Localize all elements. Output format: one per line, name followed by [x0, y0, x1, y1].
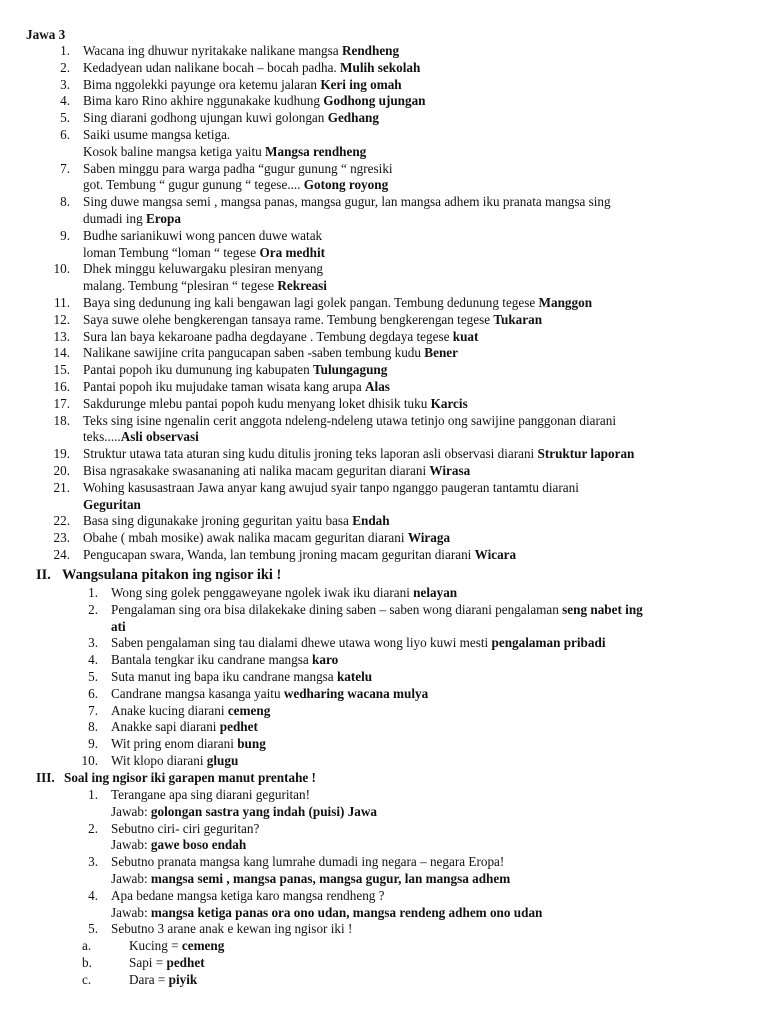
item-text — [83, 144, 748, 161]
item-number: 6. — [60, 127, 70, 142]
subitem-question-text: Sapi = — [129, 955, 167, 970]
item-question-text: Budhe sarianikuwi wong pancen duwe watak — [83, 227, 323, 243]
item-text — [111, 585, 748, 602]
item-number: 23. — [53, 530, 70, 546]
item-answer-text: glugu — [206, 753, 239, 768]
item-text — [111, 669, 748, 686]
item-question-text: Pantai popoh iku mujudake taman wisata kang arupa — [83, 379, 365, 394]
item-text — [83, 530, 748, 547]
item-text — [83, 362, 748, 379]
item-answer-text: wedharing wacana mulya — [283, 685, 429, 701]
item-text — [83, 43, 748, 60]
item-question-text: Nalikane sawijine crita pangucapan saben -saben tembung kudu — [83, 345, 425, 361]
item-text — [83, 413, 748, 430]
item-number: 3. — [88, 854, 98, 870]
item-question-text: Wit pring enom diarani — [111, 736, 238, 752]
item-question-text: Basa sing digunakake jroning geguritan yaitu basa — [83, 513, 353, 529]
item-answer-text: Wiraga — [407, 530, 451, 546]
item-text — [83, 345, 748, 362]
item-answer-text: Eropa — [146, 211, 181, 226]
item-number: 10. — [81, 753, 98, 768]
item-question-text: Kosok baline mangsa ketiga yaitu — [83, 143, 266, 159]
section2-title: Wangsulana pitakon ing ngisor iki ! — [62, 567, 282, 583]
item-question-text: loman Tembung “loman “ tegese — [83, 244, 260, 260]
item-text — [83, 60, 748, 77]
item-text — [111, 686, 748, 703]
item-number: 10. — [53, 261, 70, 277]
item-answer-text: bung — [237, 736, 266, 752]
subitem-answer-text: piyik — [168, 971, 198, 987]
item-text — [83, 177, 748, 194]
item-text — [83, 278, 748, 295]
item-number: 18. — [53, 412, 70, 428]
item-text — [111, 921, 748, 938]
item-answer-text: pedhet — [219, 719, 258, 735]
item-question-text: Saya suwe olehe bengkerengan tansaya rame. Tembung bengkerengan tegese — [83, 311, 494, 327]
item-question-text: Terangane apa sing diarani geguritan! — [111, 787, 310, 802]
item-answer-text: Godhong ujungan — [323, 93, 426, 109]
item-text — [83, 77, 748, 94]
section3-roman-numeral: III. — [36, 770, 55, 785]
item-question-text: Sebutno ciri- ciri geguritan? — [111, 820, 260, 836]
item-answer-text: Endah — [352, 513, 390, 529]
item-text — [83, 161, 748, 178]
subitem-question-text: Dara = — [129, 971, 169, 987]
item-question-text: Anakke sapi diarani — [111, 719, 220, 735]
item-text — [83, 480, 748, 497]
subitem-text — [129, 972, 748, 989]
item-question-text: Wacana ing dhuwur nyritakake nalikane mangsa — [83, 43, 342, 58]
item-answer-text: gawe boso endah — [150, 837, 247, 853]
item-number: 3. — [60, 76, 70, 92]
item-question-text: Wohing kasusastraan Jawa anyar kang awujud syair tanpo nganggo paugeran tantamtu diarani — [83, 479, 579, 495]
document-title: Jawa 3 — [26, 27, 66, 42]
item-number: 2. — [60, 59, 70, 75]
item-text — [111, 736, 748, 753]
item-answer-text: Tukaran — [493, 311, 543, 327]
item-text — [83, 379, 748, 396]
item-text — [83, 245, 748, 262]
item-number: 15. — [53, 362, 70, 378]
item-answer-text: Alas — [365, 379, 390, 394]
item-text — [83, 547, 748, 564]
item-question-text: Apa bedane mangsa ketiga karo mangsa rendheng ? — [111, 887, 385, 903]
item-answer-text: mangsa semi , mangsa panas, mangsa gugur, lan mangsa adhem — [150, 871, 511, 886]
section2-roman-numeral: II. — [36, 567, 51, 583]
item-text — [111, 753, 748, 770]
item-text — [111, 837, 748, 854]
item-number: 16. — [53, 379, 70, 394]
item-number: 1. — [88, 787, 98, 802]
item-answer-text: Mangsa rendheng — [265, 143, 367, 159]
item-text — [111, 635, 748, 652]
item-answer-text: Mulih sekolah — [340, 59, 421, 75]
item-question-text: Pengalaman sing ora bisa dilakekake dining saben – saben wong diarani pengalaman — [111, 601, 563, 617]
item-question-text: Sing duwe mangsa semi , mangsa panas, mangsa gugur, lan mangsa adhem iku pranata mangsa sing — [83, 194, 611, 210]
item-question-text: dumadi ing — [83, 211, 147, 226]
item-text — [83, 228, 748, 245]
item-question-text: Suta manut ing bapa iku candrane mangsa — [111, 669, 337, 684]
item-text — [83, 329, 748, 346]
item-number: 8. — [88, 719, 98, 735]
item-text — [83, 211, 748, 228]
item-text — [83, 513, 748, 530]
item-question-text: Anake kucing diarani — [111, 702, 228, 718]
item-number: 14. — [53, 345, 70, 361]
item-number: 2. — [88, 820, 98, 836]
item-text — [83, 396, 748, 413]
item-answer-text: seng nabet ing — [562, 601, 643, 617]
item-answer-text: mangsa ketiga panas ora ono udan, mangsa rendeng adhem ono udan — [150, 904, 543, 920]
item-number: 12. — [53, 311, 70, 327]
item-question-text: Candrane mangsa kasanga yaitu — [111, 685, 284, 701]
item-question-text: Baya sing dedunung ing kali bengawan lagi golek pangan. Tembung dedunung tegese — [83, 295, 539, 310]
item-text — [111, 821, 748, 838]
item-answer-text: Gedhang — [327, 110, 379, 126]
item-answer-text: Manggon — [538, 295, 593, 310]
item-text — [111, 854, 748, 871]
subitem-question-text: Kucing = — [129, 938, 182, 954]
item-text — [111, 652, 748, 669]
item-number: 17. — [53, 395, 70, 411]
item-question-text: Jawab: — [111, 803, 151, 819]
item-answer-text: Struktur laporan — [537, 446, 635, 462]
item-question-text: teks..... — [83, 429, 121, 445]
item-text — [83, 429, 748, 446]
item-question-text: Saiki usume mangsa ketiga. — [83, 127, 231, 142]
item-answer-text: Geguritan — [83, 496, 141, 512]
subitem-text — [129, 955, 748, 972]
item-number: 3. — [88, 635, 98, 651]
item-answer-text: Wicara — [474, 547, 517, 562]
item-number: 5. — [88, 669, 98, 684]
item-text — [111, 804, 748, 821]
item-answer-text: Gotong royong — [303, 177, 389, 193]
item-question-text: Kedadyean udan nalikane bocah – bocah padha. — [83, 59, 341, 75]
item-number: 4. — [60, 93, 70, 109]
item-answer-text: karo — [312, 652, 339, 668]
item-answer-text: Rendheng — [341, 43, 400, 58]
item-question-text: Bisa ngrasakake swasananing ati nalika macam geguritan diarani — [83, 463, 430, 478]
item-question-text: Obahe ( mbah mosike) awak nalika macam geguritan diarani — [83, 530, 408, 546]
item-question-text: Jawab: — [111, 871, 151, 886]
item-text — [83, 261, 748, 278]
item-text — [83, 295, 748, 312]
item-text — [83, 312, 748, 329]
item-text — [111, 905, 748, 922]
item-number: 22. — [53, 513, 70, 529]
item-question-text: Sing diarani godhong ujungan kuwi golongan — [83, 110, 328, 126]
item-text — [83, 497, 748, 514]
item-text — [83, 446, 748, 463]
subitem-text — [129, 938, 748, 955]
item-question-text: malang. Tembung “plesiran “ tegese — [83, 278, 278, 294]
item-number: 4. — [88, 652, 98, 668]
item-question-text: Saben pengalaman sing tau dialami dhewe utawa wong liyo kuwi mesti — [111, 635, 492, 651]
item-question-text: Sebutno 3 arane anak e kewan ing ngisor iki ! — [111, 921, 353, 937]
subitem-answer-text: pedhet — [166, 955, 205, 970]
item-question-text: Teks sing isine ngenalin cerit anggota ndeleng-ndeleng utawa tetinjo ong sawijine panggonan diarani — [83, 412, 617, 428]
item-question-text: Jawab: — [111, 904, 151, 920]
item-number: 8. — [60, 194, 70, 210]
item-answer-text: kuat — [452, 328, 479, 344]
item-question-text: Struktur utawa tata aturan sing kudu ditulis jroning teks laporan asli observasi diarani — [83, 446, 538, 462]
item-text — [83, 127, 748, 144]
item-question-text: Saben minggu para warga padha “gugur gunung “ ngresiki — [83, 160, 393, 176]
item-answer-text: Asli observasi — [120, 429, 199, 445]
item-answer-text: pengalaman pribadi — [491, 635, 606, 651]
item-question-text: Pengucapan swara, Wanda, lan tembung jroning macam geguritan diarani — [83, 547, 475, 562]
item-answer-text: cemeng — [227, 702, 271, 718]
item-question-text: Bantala tengkar iku candrane mangsa — [111, 652, 313, 668]
item-number: 20. — [53, 463, 70, 478]
item-number: 1. — [60, 43, 70, 58]
item-answer-text: ati — [111, 618, 126, 634]
subitem-letter: c. — [82, 971, 92, 987]
item-text — [83, 93, 748, 110]
item-number: 9. — [88, 736, 98, 752]
subitem-letter: a. — [82, 938, 92, 954]
item-question-text: Dhek minggu keluwargaku plesiran menyang — [83, 261, 324, 277]
item-number: 1. — [88, 585, 98, 600]
item-question-text: Sakdurunge mlebu pantai popoh kudu menyang loket dhisik tuku — [83, 395, 431, 411]
item-answer-text: Keri ing omah — [320, 76, 402, 92]
item-number: 6. — [88, 685, 98, 701]
item-number: 13. — [53, 328, 70, 344]
item-answer-text: Bener — [424, 345, 458, 361]
item-number: 9. — [60, 227, 70, 243]
item-text — [83, 463, 748, 480]
item-number: 5. — [60, 110, 70, 126]
item-text — [111, 602, 748, 619]
item-text — [111, 871, 748, 888]
item-number: 4. — [88, 887, 98, 903]
item-question-text: Wong sing golek penggaweyane ngolek iwak iku diarani — [111, 585, 414, 600]
item-question-text: Pantai popoh iku dumunung ing kabupaten — [83, 362, 314, 378]
item-number: 5. — [88, 921, 98, 937]
item-text — [111, 787, 748, 804]
item-text — [111, 703, 748, 720]
item-answer-text: Wirasa — [429, 463, 471, 478]
item-text — [83, 110, 748, 127]
item-question-text: Sebutno pranata mangsa kang lumrahe dumadi ing negara – negara Eropa! — [111, 854, 505, 870]
item-number: 19. — [53, 446, 70, 462]
item-number: 2. — [88, 601, 98, 617]
item-number: 7. — [60, 160, 70, 176]
item-question-text: Wit klopo diarani — [111, 753, 207, 768]
subitem-letter: b. — [82, 955, 92, 970]
item-number: 7. — [88, 702, 98, 718]
item-answer-text: golongan sastra yang indah (puisi) Jawa — [150, 803, 377, 819]
item-answer-text: Tulungagung — [313, 362, 388, 378]
item-answer-text: Rekreasi — [277, 278, 327, 294]
item-question-text: Sura lan baya kekaroane padha degdayane . Tembung degdaya tegese — [83, 328, 453, 344]
item-text — [111, 619, 748, 636]
item-question-text: Bima karo Rino akhire nggunakake kudhung — [83, 93, 324, 109]
item-text — [111, 888, 748, 905]
item-question-text: Bima nggolekki payunge ora ketemu jalaran — [83, 76, 321, 92]
item-text — [111, 719, 748, 736]
item-text — [83, 194, 748, 211]
subitem-answer-text: cemeng — [181, 938, 225, 954]
item-question-text: Jawab: — [111, 837, 151, 853]
item-answer-text: katelu — [336, 669, 373, 684]
item-answer-text: Karcis — [430, 395, 468, 411]
item-question-text: got. Tembung “ gugur gunung “ tegese.... — [83, 177, 304, 193]
item-answer-text: nelayan — [413, 585, 458, 600]
item-answer-text: Ora medhit — [259, 244, 326, 260]
item-number: 24. — [53, 547, 70, 562]
item-number: 11. — [54, 295, 70, 310]
item-number: 21. — [53, 479, 70, 495]
section3-title: Soal ing ngisor iki garapen manut prentahe ! — [64, 770, 316, 785]
